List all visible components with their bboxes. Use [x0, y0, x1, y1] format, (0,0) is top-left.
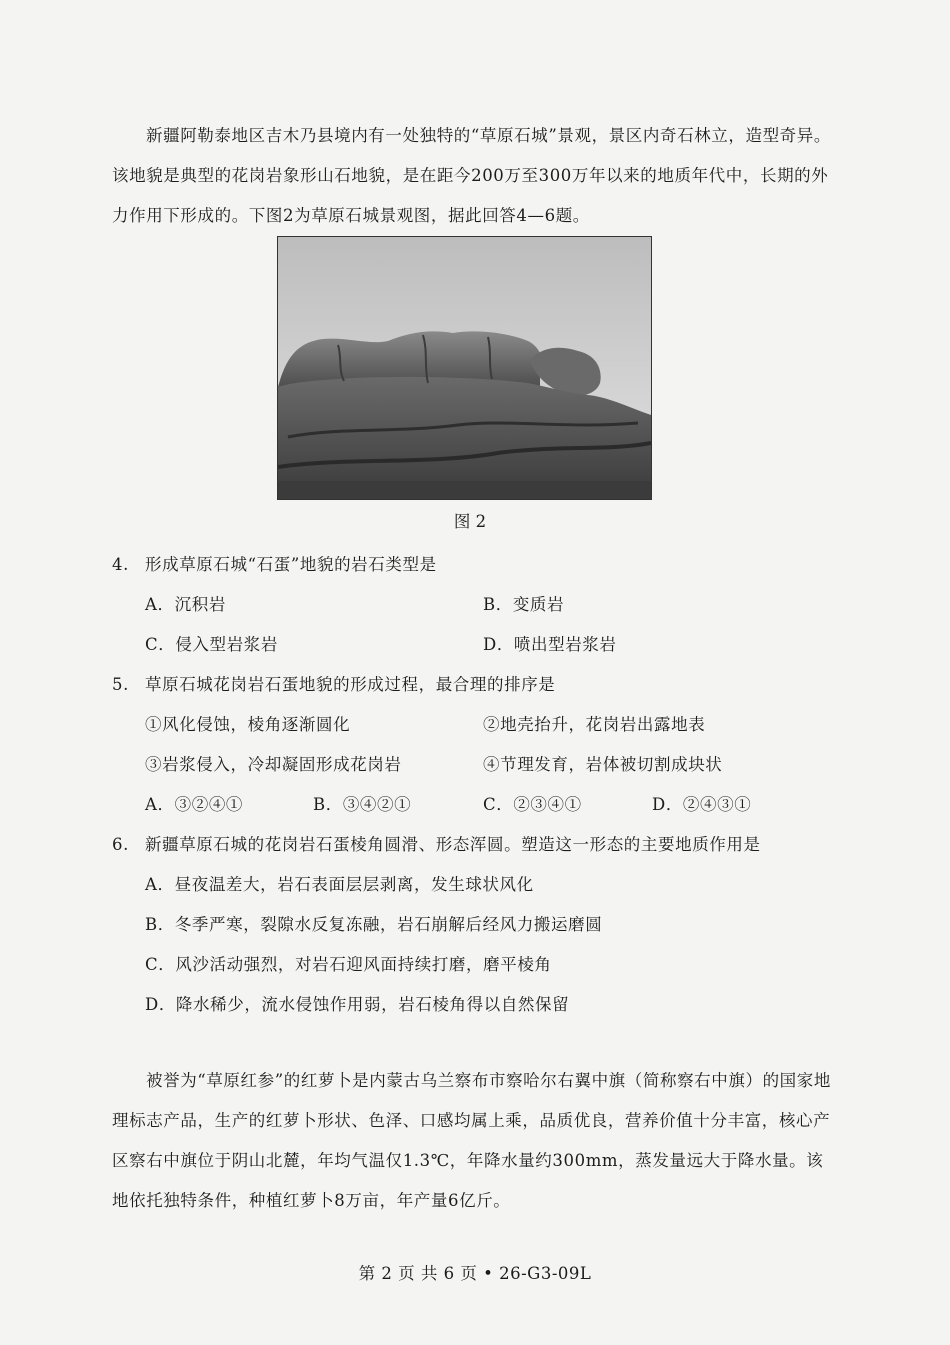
question-stem: 草原石城花岗岩石蛋地貌的形成过程，最合理的排序是 [145, 675, 556, 694]
q6-option-c: C．风沙活动强烈，对岩石迎风面持续打磨，磨平棱角 [145, 955, 552, 974]
question-stem: 新疆草原石城的花岗岩石蛋棱角圆滑、形态浑圆。塑造这一形态的主要地质作用是 [145, 835, 761, 854]
question-number: 5. [112, 675, 129, 694]
question-5 [112, 671, 555, 695]
q6-option-a: A．昼夜温差大，岩石表面层层剥离，发生球状风化 [145, 875, 534, 894]
q5-item-4: ④节理发育，岩体被切割成块状 [483, 755, 723, 774]
q5-item-2: ②地壳抬升，花岗岩出露地表 [483, 715, 706, 734]
question-stem: 形成草原石城“石蛋”地貌的岩石类型是 [145, 555, 437, 574]
figure-caption: 图 2 [453, 512, 487, 531]
question-number: 6. [112, 835, 129, 854]
question-6 [112, 831, 761, 855]
q4-option-c: C．侵入型岩浆岩 [145, 635, 278, 654]
figure-rock-landscape-photo [277, 236, 652, 500]
q4-option-a: A．沉积岩 [145, 595, 226, 614]
passage-carrot: 被誉为“草原红参”的红萝卜是内蒙古乌兰察布市察哈尔右翼中旗（简称察右中旗）的国家地理标志产品，生产的红萝卜形状、色泽、口感均属上乘，品质优良，营养价值十分丰富，核心产区察右中旗位于阴山北麓，年均气温仅1.3℃，年降水量约300mm，蒸发量远大于降水量。该地依托独特条件，种植红萝卜8万亩，年产量6亿斤。 [112, 1071, 831, 1210]
q6-option-d: D．降水稀少，流水侵蚀作用弱，岩石棱角得以自然保留 [145, 995, 570, 1014]
q6-option-b: B．冬季严寒，裂隙水反复冻融，岩石崩解后经风力搬运磨圆 [145, 915, 603, 934]
q5-option-c: C．②③④① [483, 795, 582, 814]
question-4 [112, 551, 437, 575]
rock-landscape-image [278, 237, 651, 499]
q4-option-b: B．变质岩 [483, 595, 565, 614]
passage-grassland-stone-city: 新疆阿勒泰地区吉木乃县境内有一处独特的“草原石城”景观，景区内奇石林立，造型奇异。该地貌是典型的花岗岩象形山石地貌，是在距今200万至300万年以来的地质年代中，长期的外力作用下形成的。下图2为草原石城景观图，据此回答4—6题。 [112, 126, 831, 225]
q5-item-1: ①风化侵蚀，棱角逐渐圆化 [145, 715, 351, 734]
q5-item-3: ③岩浆侵入，冷却凝固形成花岗岩 [145, 755, 402, 774]
question-number: 4. [112, 555, 129, 574]
q5-option-d: D．②④③① [652, 795, 752, 814]
q4-option-d: D．喷出型岩浆岩 [483, 635, 617, 654]
q5-option-a: A．③②④① [145, 795, 244, 814]
page-footer: 第 2 页 共 6 页 • 26-G3-09L [358, 1264, 592, 1283]
q5-option-b: B．③④②① [313, 795, 412, 814]
